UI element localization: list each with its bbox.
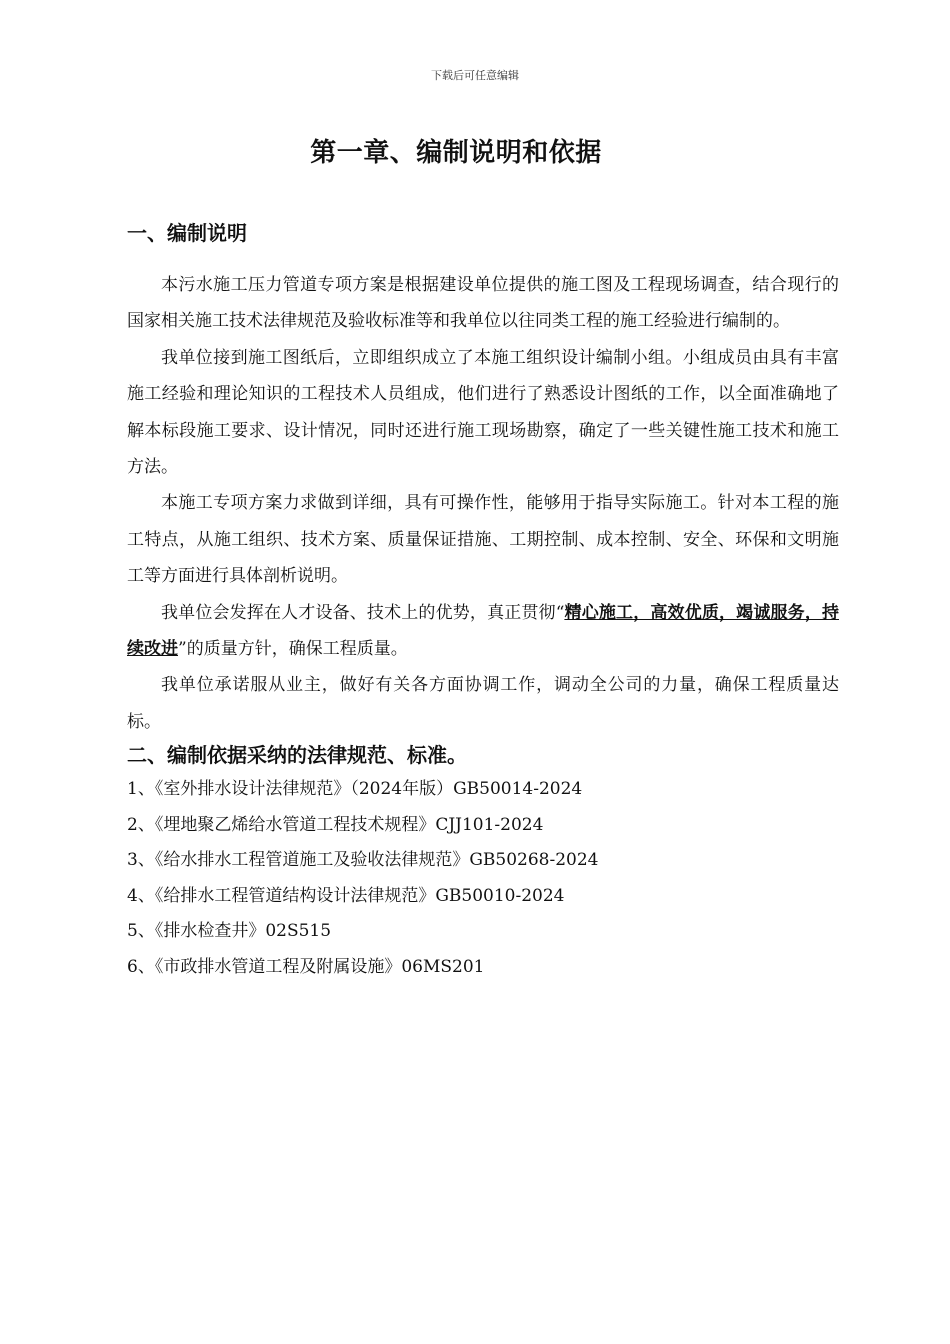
list-item: 1、《室外排水设计法律规范》（2024年版）GB50014-2024 bbox=[127, 779, 583, 800]
list-item: 6、《市政排水管道工程及附属设施》06MS201 bbox=[127, 956, 485, 977]
list-item: 2、《埋地聚乙烯给水管道工程技术规程》CJJ101-2024 bbox=[127, 814, 544, 835]
list-item: 5、《排水检查井》02S515 bbox=[127, 921, 332, 942]
paragraph: 我单位接到施工图纸后，立即组织成立了本施工组织设计编制小组。小组成员由具有丰富施工经验和理论知识的工程技术人员组成，他们进行了熟悉设计图纸的工作，以全面准确地了解本标段施工要求、设计情况，同时还进行施工现场勘察，确定了一些关键性施工技术和施工方法。 bbox=[127, 347, 839, 478]
page-header-note: 下载后可任意编辑 bbox=[431, 69, 519, 82]
section-heading-compilation-notes: 一、编制说明 bbox=[127, 221, 247, 245]
reference-list bbox=[127, 772, 839, 985]
list-item: 4、《给排水工程管道结构设计法律规范》GB50010-2024 bbox=[127, 885, 565, 906]
quality-policy-paragraph bbox=[127, 595, 839, 668]
section-heading-basis: 二、编制依据采纳的法律规范、标准。 bbox=[127, 743, 467, 768]
paragraph: 本污水施工压力管道专项方案是根据建设单位提供的施工图及工程现场调查，结合现行的国家相关施工技术法律规范及验收标准等和我单位以往同类工程的施工经验进行编制的。 bbox=[127, 275, 839, 332]
paragraph: 本施工专项方案力求做到详细，具有可操作性，能够用于指导实际施工。针对本工程的施工特点，从施工组织、技术方案、质量保证措施、工期控制、成本控制、安全、环保和文明施工等方面进行具体剖析说明。 bbox=[127, 493, 839, 587]
chapter-title: 第一章、编制说明和依据 bbox=[310, 138, 602, 168]
list-item: 3、《给水排水工程管道施工及验收法律规范》GB50268-2024 bbox=[127, 850, 599, 871]
policy-text-after: ”的质量方针，确保工程质量。 bbox=[178, 639, 408, 660]
quality-policy-emphasis: 精心施工，高效优质，竭诚服务，持续改进 bbox=[127, 602, 839, 660]
paragraph: 我单位承诺服从业主，做好有关各方面协调工作，调动全公司的力量，确保工程质量达标。 bbox=[127, 675, 839, 732]
policy-text-before: 我单位会发挥在人才设备、技术上的优势，真正贯彻“ bbox=[161, 602, 565, 623]
document-body bbox=[127, 218, 839, 985]
